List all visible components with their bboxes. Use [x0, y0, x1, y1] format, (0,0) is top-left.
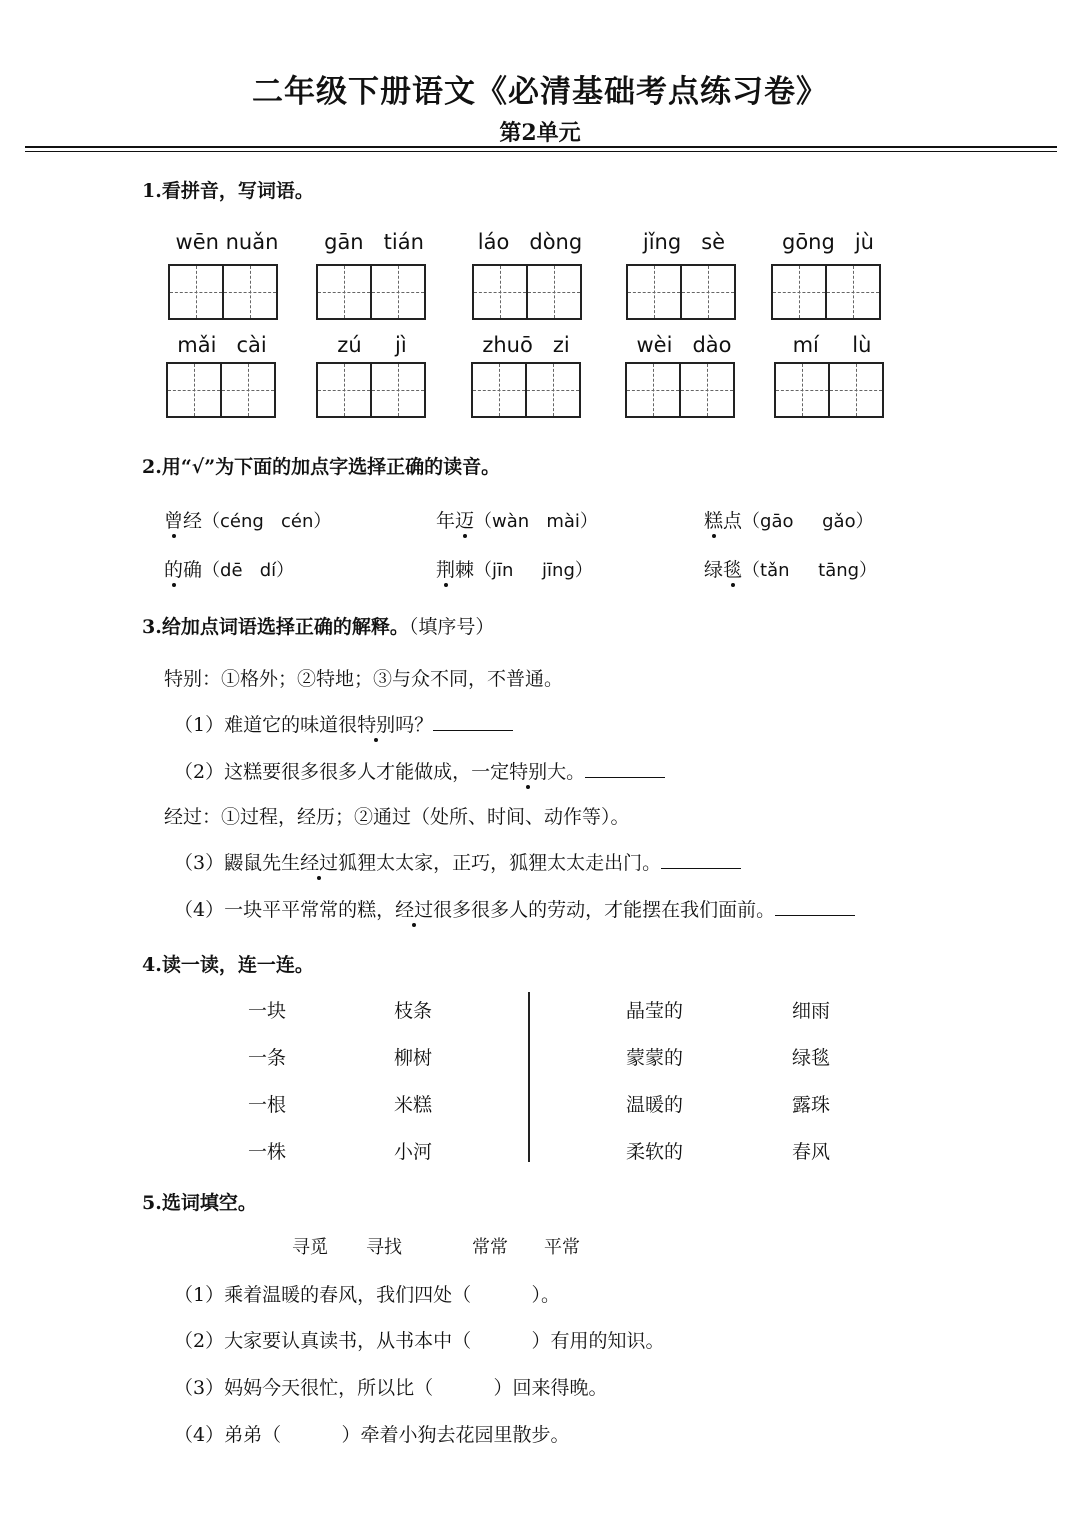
plain-char: 年 [436, 510, 456, 532]
q1-writing-grid[interactable] [472, 264, 582, 320]
q3-heading-text: 3.给加点词语选择正确的解释。 [142, 616, 409, 638]
q3-sentence-3 [174, 848, 741, 875]
q1-pinyin: wēn nuǎn [175, 230, 279, 254]
header-rule-bottom [25, 151, 1057, 152]
plain-char: 绿 [704, 559, 724, 581]
column-divider [528, 992, 530, 1162]
plain-char: 经 [183, 510, 203, 532]
q4-heading: 4.读一读，连一连。 [142, 954, 314, 976]
dotted-word: 经过 [395, 899, 434, 921]
q1-pinyin: zú jì [337, 333, 407, 357]
q1-writing-grid[interactable] [626, 264, 736, 320]
q4-word[interactable]: 一条 [248, 1047, 287, 1069]
q4-word[interactable]: 细雨 [792, 1000, 831, 1022]
header-rule-top [25, 146, 1057, 148]
dotted-char: 迈 [455, 510, 475, 532]
dotted-char: 毯 [723, 559, 743, 581]
sentence-text: 吗？ [395, 714, 434, 736]
q1-writing-grid[interactable] [316, 264, 426, 320]
q2-reading-item[interactable] [704, 555, 877, 582]
plain-char: 棘 [455, 559, 475, 581]
dotted-chars: 特别 [357, 714, 396, 736]
q1-writing-grid[interactable] [771, 264, 881, 320]
sentence-text: 很多很多人的劳动，才能摆在我们面前。 [433, 899, 776, 921]
answer-blank[interactable] [585, 759, 665, 778]
q4-word[interactable]: 枝条 [394, 1000, 433, 1022]
q4-word[interactable]: 一根 [248, 1094, 287, 1116]
pinyin-options: （dē dí） [202, 560, 295, 581]
q2-reading-item[interactable] [704, 506, 874, 533]
q1-pinyin: láo dòng [477, 230, 583, 254]
answer-blank[interactable] [661, 850, 741, 869]
sentence-text: （1）难道它的味道很 [174, 714, 358, 736]
q1-pinyin: zhuō zi [482, 333, 570, 357]
dotted-char: 的 [164, 559, 184, 581]
q2-reading-item[interactable] [436, 506, 598, 533]
q4-word[interactable]: 米糕 [394, 1094, 433, 1116]
q4-word[interactable]: 绿毯 [792, 1047, 831, 1069]
q4-word[interactable]: 温暖的 [626, 1094, 684, 1116]
q1-writing-grid[interactable] [471, 362, 581, 418]
q3-sentence-4 [174, 895, 855, 922]
q4-word[interactable]: 露珠 [792, 1094, 831, 1116]
q3-heading [142, 612, 494, 639]
sentence-text: （4）一块平平常常的糕， [174, 899, 396, 921]
q5-option: 寻觅 [292, 1237, 328, 1258]
q5-option: 寻找 [366, 1237, 402, 1258]
pinyin-options: （jīn jīng） [474, 560, 593, 581]
q3-definition-1: 特别：①格外；②特地；③与众不同，不普通。 [164, 668, 564, 690]
q4-word[interactable]: 柳树 [394, 1047, 433, 1069]
pinyin-options: （céng cén） [202, 511, 332, 532]
answer-blank[interactable] [433, 712, 513, 731]
q5-option: 平常 [544, 1237, 580, 1258]
q1-writing-grid[interactable] [625, 362, 735, 418]
q1-writing-grid[interactable] [168, 264, 278, 320]
q5-sentence[interactable]: （2）大家要认真读书，从书本中（ ）有用的知识。 [174, 1330, 665, 1352]
sentence-text: 狐狸太太家，正巧，狐狸太太走出门。 [338, 852, 662, 874]
q4-word[interactable]: 小河 [394, 1141, 433, 1163]
q1-pinyin: gōng jù [782, 230, 874, 254]
q3-sentence-1 [174, 710, 513, 737]
q1-pinyin: jǐng sè [642, 230, 726, 254]
sentence-text: （2）这糕要很多很多人才能做成，一定 [174, 761, 510, 783]
q1-pinyin: wèi dào [636, 333, 732, 357]
q4-word[interactable]: 晶莹的 [626, 1000, 684, 1022]
q3-sentence-2 [174, 757, 665, 784]
dotted-char: 荆 [436, 559, 456, 581]
q3-definition-2: 经过：①过程，经历；②通过（处所、时间、动作等）。 [164, 806, 630, 828]
q2-reading-item[interactable] [164, 506, 331, 533]
q5-sentence[interactable]: （4）弟弟（ ）牵着小狗去花园里散步。 [174, 1424, 570, 1446]
pinyin-options: （gāo gǎo） [742, 511, 874, 532]
page-subtitle: 第2单元 [499, 120, 581, 146]
dotted-char: 曾 [164, 510, 184, 532]
answer-blank[interactable] [775, 897, 855, 916]
sentence-text: （3）鼹鼠先生 [174, 852, 301, 874]
pinyin-options: （wàn mài） [474, 511, 598, 532]
q1-pinyin: mǎi cài [177, 333, 267, 357]
dotted-char: 糕 [704, 510, 724, 532]
q4-word[interactable]: 一块 [248, 1000, 287, 1022]
plain-char: 确 [183, 559, 203, 581]
q1-pinyin: mí lù [792, 333, 872, 357]
sentence-text: 大。 [547, 761, 586, 783]
q4-word[interactable]: 柔软的 [626, 1141, 684, 1163]
q4-word[interactable]: 蒙蒙的 [626, 1047, 684, 1069]
q5-sentence[interactable]: （1）乘着温暖的春风，我们四处（ ）。 [174, 1284, 560, 1306]
q1-writing-grid[interactable] [166, 362, 276, 418]
dotted-word [357, 714, 395, 736]
q2-reading-item[interactable] [164, 555, 294, 582]
q4-word[interactable]: 春风 [792, 1141, 831, 1163]
q1-writing-grid[interactable] [774, 362, 884, 418]
q5-option: 常常 [472, 1237, 508, 1258]
q2-reading-item[interactable] [436, 555, 593, 582]
pinyin-options: （tǎn tāng） [742, 560, 878, 581]
dotted-word: 特别 [509, 761, 548, 783]
q1-writing-grid[interactable] [316, 362, 426, 418]
q1-heading: 1.看拼音，写词语。 [142, 180, 314, 202]
q2-heading: 2.用“√”为下面的加点字选择正确的读音。 [142, 456, 501, 478]
page-title: 二年级下册语文《必清基础考点练习卷》 [252, 74, 828, 110]
q5-heading: 5.选词填空。 [142, 1192, 257, 1214]
q1-pinyin: gān tián [324, 230, 424, 254]
q3-heading-note: （填序号） [408, 616, 495, 638]
dotted-word: 经过 [300, 852, 339, 874]
plain-char: 点 [723, 510, 743, 532]
q4-word[interactable]: 一株 [248, 1141, 287, 1163]
q5-sentence[interactable]: （3）妈妈今天很忙，所以比（ ）回来得晚。 [174, 1377, 608, 1399]
